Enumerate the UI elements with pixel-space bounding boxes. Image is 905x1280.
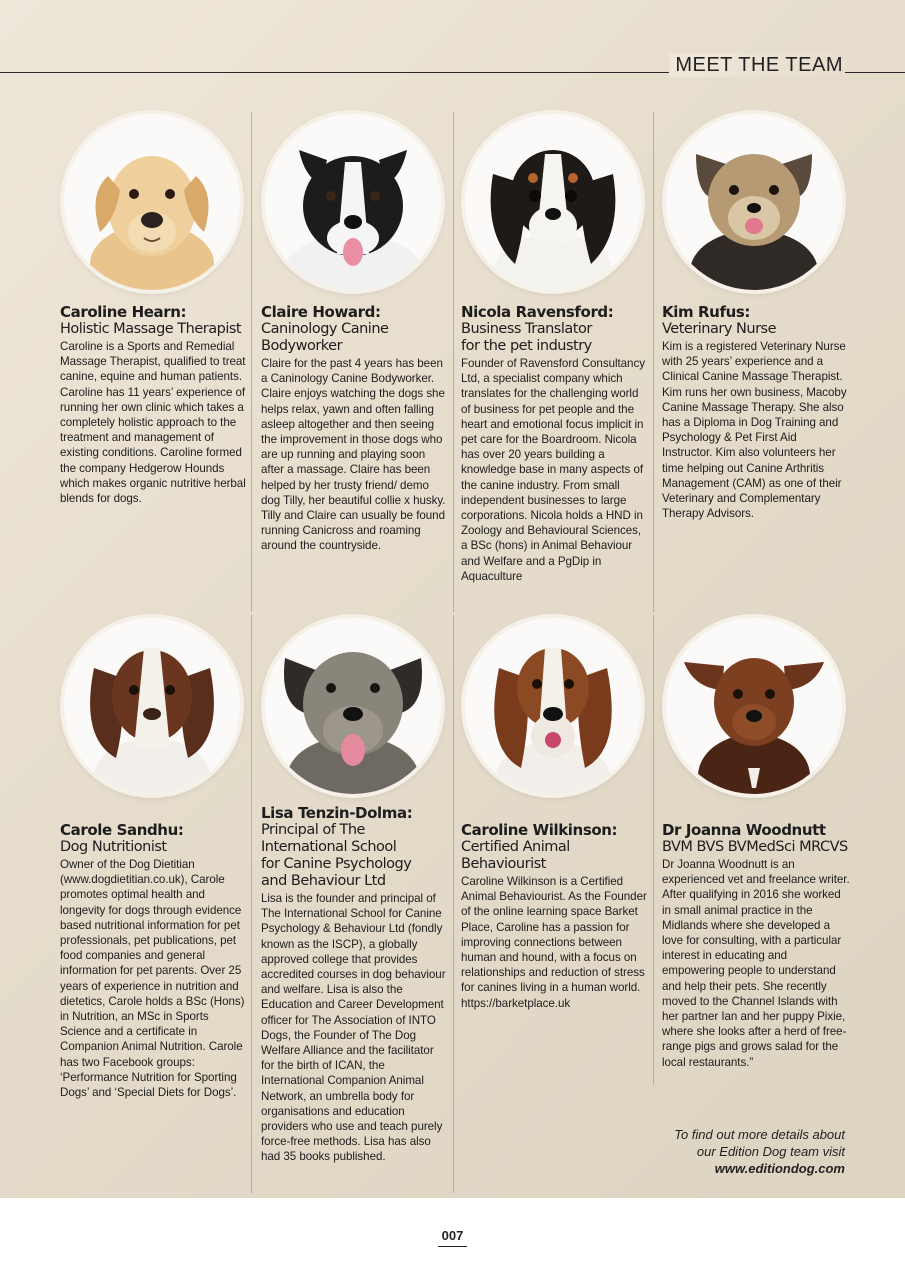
member-role: Business Translator for the pet industry bbox=[461, 321, 592, 354]
springer-spaniel-icon bbox=[64, 618, 240, 794]
basset-hound-icon bbox=[465, 618, 641, 794]
member-role: Veterinary Nurse bbox=[662, 321, 777, 337]
member-role: BVM BVS BVMedSci MRCVS bbox=[662, 839, 848, 855]
wolfhound-icon bbox=[265, 618, 441, 794]
member-bio: Dr Joanna Woodnutt is an experienced vet and freelance writer. After qualifying in 2016 she worked in small animal practice in the Midlands where she developed a love for consulting, with a particular interest in educating and empowering people to understand and help their pets. She recently moved to the Channel Islands with her partner Ian and her puppy Pixie, where she looks after a herd of free-range pigs and grows salad for the local restaurants.” bbox=[662, 858, 850, 1069]
terrier-mix-icon bbox=[666, 618, 842, 794]
member-name: Dr Joanna Woodnutt bbox=[662, 821, 826, 839]
member-bio: Lisa is the founder and principal of The International School for Canine Psychology & Behaviour Ltd (fondly known as the ISCP), a globally approved college that provides accredited courses in dog behaviour and welfare. Lisa is also the Education and Career Development officer for The Association of INTO Dogs, the Founder of The Dog Welfare Alliance and the facilitator for the birth of ICAN, the International Companion Animal Network, an umbrella body for organisations and education providers who use and teach purely force-free methods. Lisa has also had 35 books published. bbox=[261, 892, 446, 1164]
border-collie-icon bbox=[265, 114, 441, 290]
member-role: Holistic Massage Therapist bbox=[60, 321, 242, 337]
member-name: Caroline Hearn: bbox=[60, 303, 187, 321]
column-divider bbox=[453, 112, 454, 612]
yellow-labrador-icon bbox=[64, 114, 240, 290]
member-role: Principal of The International School for Canine Psychology and Behaviour Ltd bbox=[261, 822, 412, 889]
member-bio: Caroline is a Sports and Remedial Massage Therapist, qualified to treat canine, equine and human patients. Caroline has 11 years’ experience of running her own clinic which takes a completely holistic approach to the treatment and management of existing conditions. Caroline formed the company Hedgerow Hounds which makes organic nutritive herbal blends for dogs. bbox=[60, 340, 246, 506]
member-role: Caninology Canine Bodyworker bbox=[261, 321, 389, 354]
column-divider bbox=[251, 615, 252, 1193]
member-name: Kim Rufus: bbox=[662, 303, 750, 321]
page-number bbox=[0, 1228, 905, 1243]
member-bio: Caroline Wilkinson is a Certified Animal Behaviourist. As the Founder of the online learning space Barket Place, Caroline has a passion for improving connections between human and hound, with a focus on relationships and reduction of stress for canines living in a human world. https://barketplace.uk bbox=[461, 875, 647, 1010]
page-number-value: 007 bbox=[438, 1228, 468, 1247]
team-member-card bbox=[461, 304, 649, 584]
member-bio: Kim is a registered Veterinary Nurse with 25 years’ experience and a Clinical Canine Massage Therapist. Kim runs her own business, Macoby Canine Massage Therapy. She also has a Diploma in Dog Training and Psychology & Pet First Aid Instructor. Kim also volunteers her time helping out Canine Arthritis Management (CAM) as one of their Veterinary and Complementary Therapy Advisors. bbox=[662, 340, 847, 521]
footer-note-line: our Edition Dog team visit bbox=[696, 1144, 845, 1159]
team-member-card bbox=[60, 822, 248, 1100]
website-link[interactable]: www.editiondog.com bbox=[714, 1161, 845, 1176]
team-member-card bbox=[261, 805, 449, 1165]
member-name: Lisa Tenzin-Dolma: bbox=[261, 804, 413, 822]
member-name: Nicola Ravensford: bbox=[461, 303, 614, 321]
team-member-card bbox=[60, 304, 248, 506]
cavalier-spaniel-icon bbox=[465, 114, 641, 290]
member-name: Claire Howard: bbox=[261, 303, 381, 321]
team-member-card bbox=[261, 304, 449, 554]
team-member-card bbox=[662, 304, 850, 521]
footer-note-line: To find out more details about bbox=[674, 1127, 845, 1142]
column-divider bbox=[653, 112, 654, 612]
member-role: Dog Nutritionist bbox=[60, 839, 167, 855]
column-divider bbox=[653, 615, 654, 1085]
member-bio: Owner of the Dog Dietitian (www.dogdietitian.co.uk), Carole promotes optimal health and longevity for dogs through evidence based nutritional information for pet professionals, pet publications, pet food companies and general information for pet parents. Over 25 years of experience in nutrition and dietetics, Carole holds a BSc (Hons) in Nutrition, an MSc in Sports Science and a certificate in Companion Animal Nutrition. Carole has two Facebook groups: ‘Performance Nutrition for Sporting Dogs’ and ‘Special Diets for Dogs’. bbox=[60, 858, 245, 1100]
team-member-card bbox=[662, 822, 850, 1070]
member-name: Caroline Wilkinson: bbox=[461, 821, 618, 839]
member-name: Carole Sandhu: bbox=[60, 821, 184, 839]
yorkie-icon bbox=[666, 114, 842, 290]
column-divider bbox=[251, 112, 252, 612]
footer-note bbox=[585, 1126, 845, 1177]
member-bio: Founder of Ravensford Consultancy Ltd, a specialist company which translates for the challenging world of business for pet people and the heart and emotional focus implicit in pet care for the Boardroom. Nicola has over 20 years building a knowledge base in many aspects of the canine industry. From small independent businesses to large corporations. Nicola holds a HND in Zoology and Behavioural Sciences, a BSc (hons) in Animal Behaviour and Welfare and a PgDip in Aquaculture bbox=[461, 357, 645, 583]
column-divider bbox=[453, 615, 454, 1193]
member-bio: Claire for the past 4 years has been a Caninology Canine Bodyworker. Claire enjoys watching the dogs she helps relax, yawn and often falling asleep altogether and then seeing the improvement in those dogs who are up running and playing soon after a massage. Claire has been helped by her trusty friend/ demo dog Tilly, her beautiful collie x husky. Tilly and Claire can usually be found running Canicross and roaming around the countryside. bbox=[261, 357, 446, 553]
team-member-card bbox=[461, 822, 649, 1011]
member-role: Certified Animal Behaviourist bbox=[461, 839, 570, 872]
page-title: MEET THE TEAM bbox=[669, 53, 845, 77]
